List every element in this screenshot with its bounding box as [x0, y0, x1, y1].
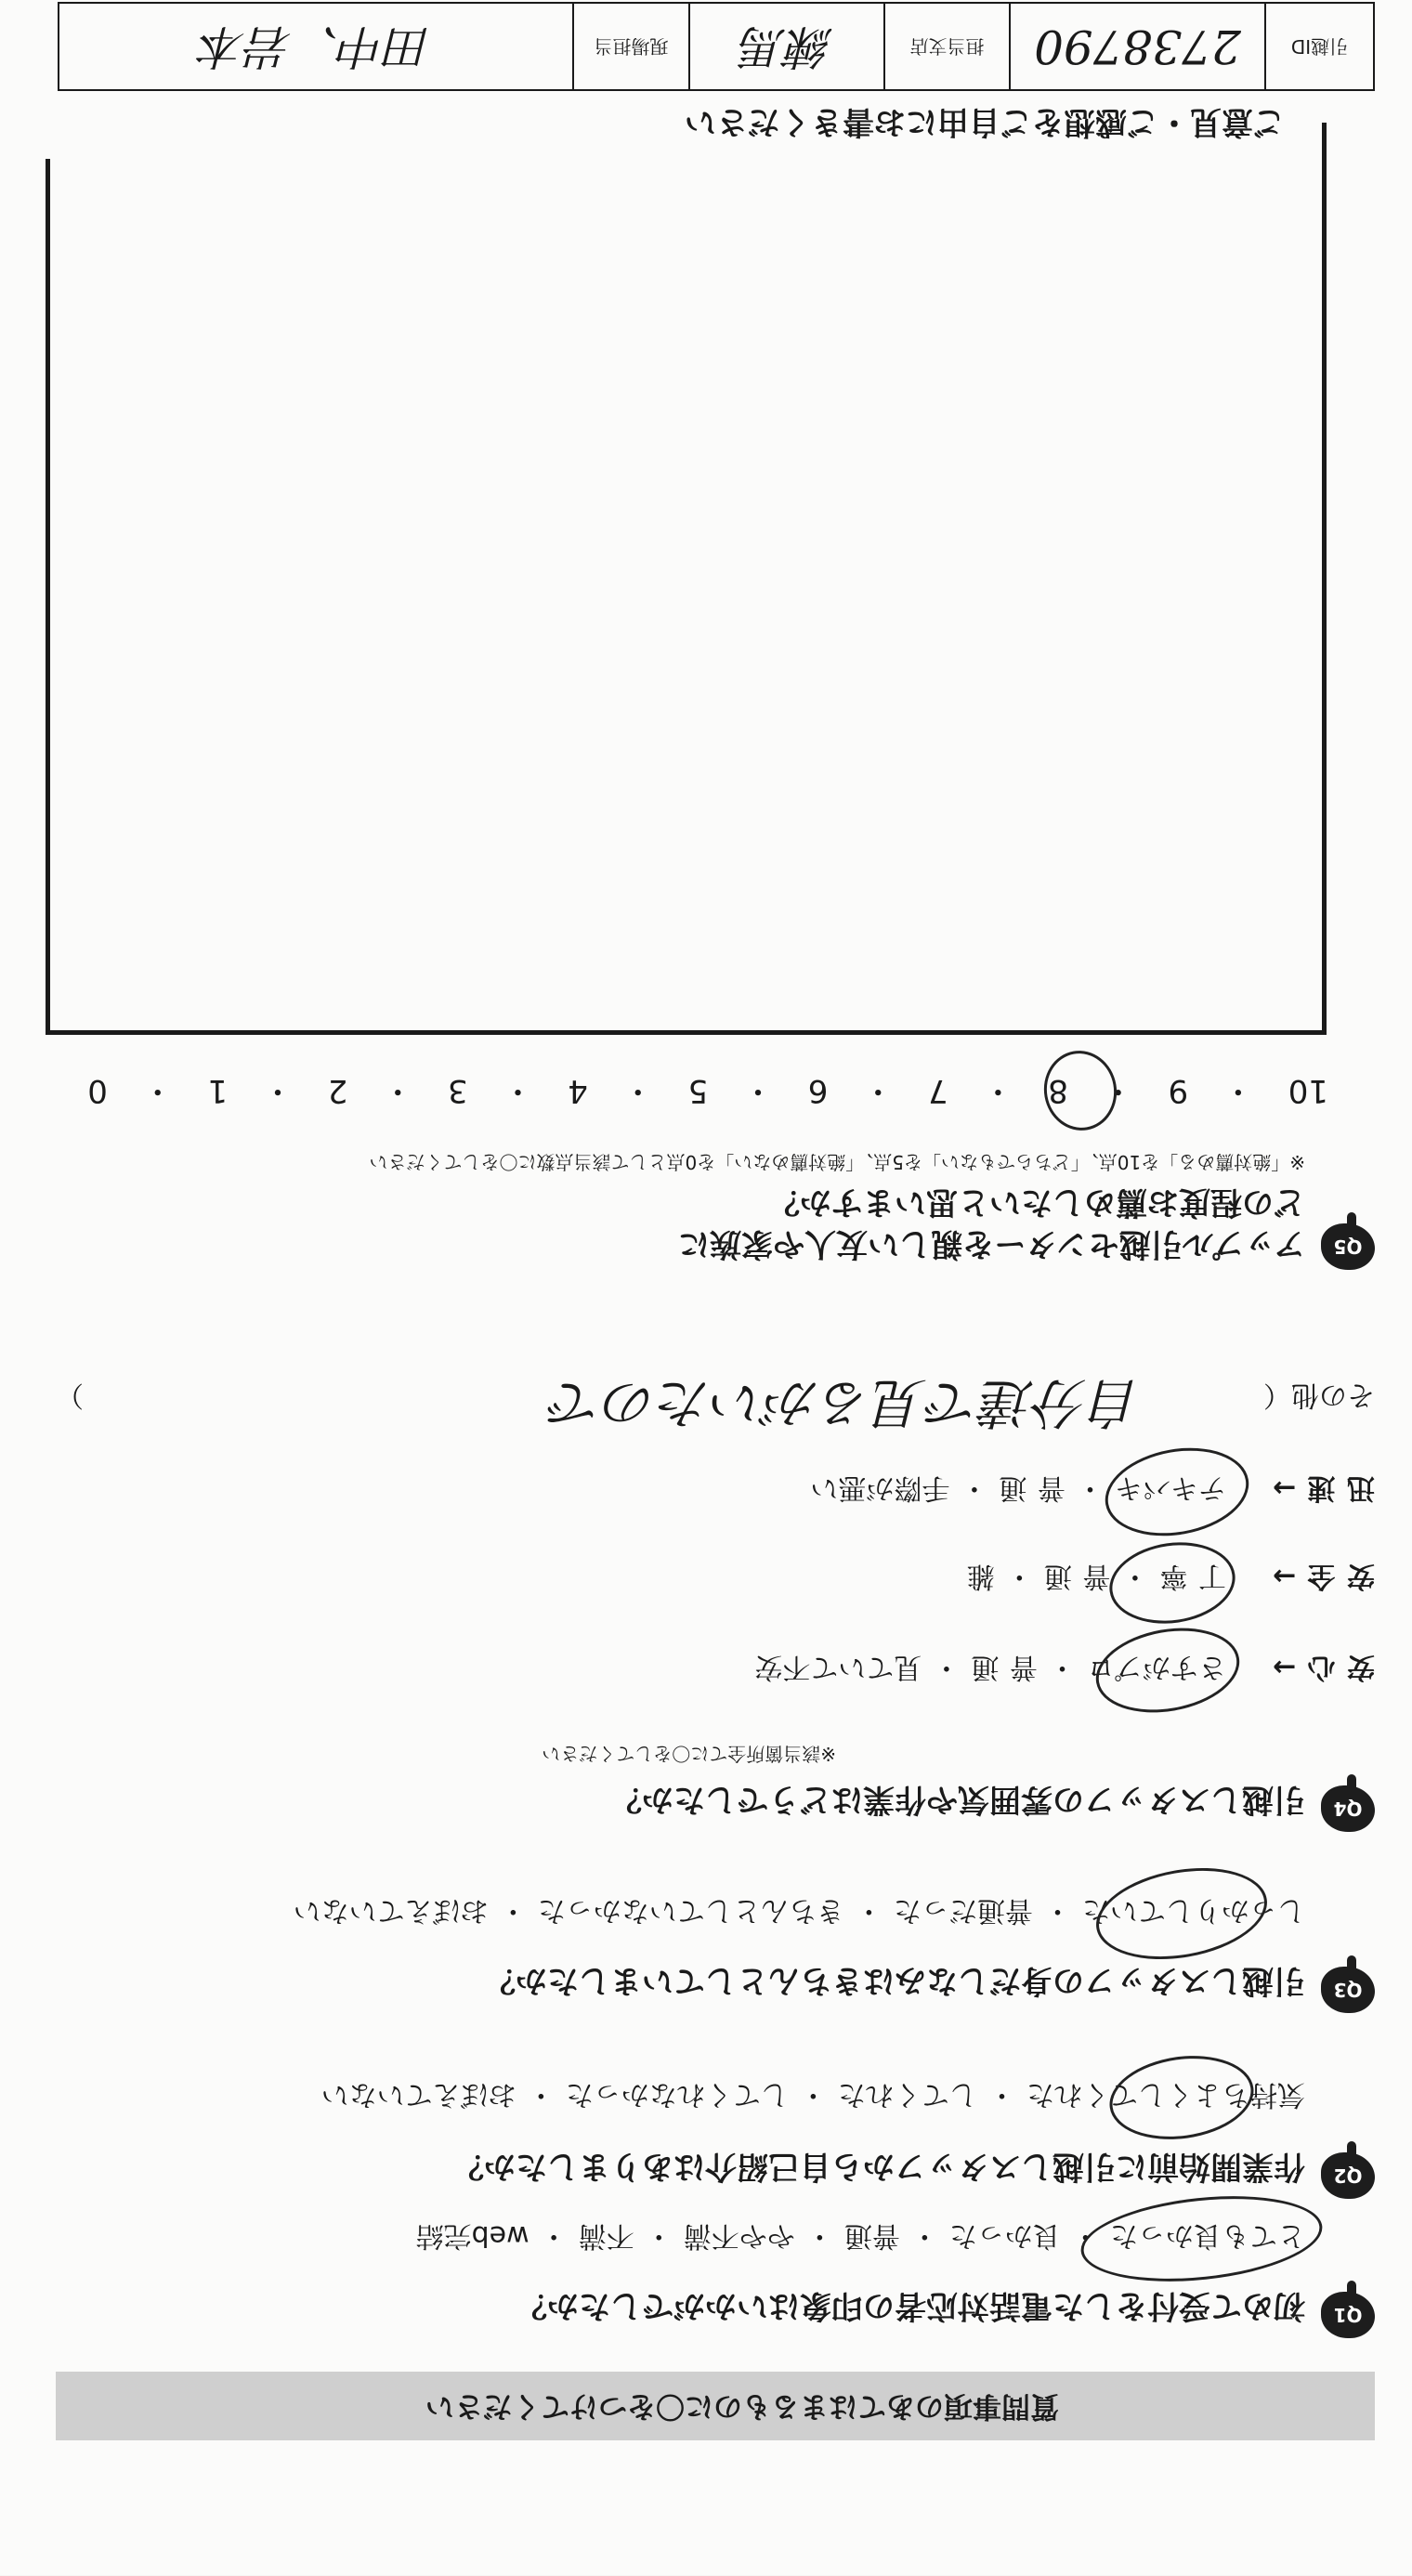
comment-label: ご意見・ご感想をご自由にお書きください	[685, 103, 1285, 140]
q1-question: 初めて受付をした電話対応者の印象はいかがでしたか？	[516, 2287, 1305, 2324]
q5-scale: 10 ・ 9 ・ 8 ・ 7 ・ 6 ・ 5 ・ 4 ・ 3 ・ 2 ・ 1 ・ 0	[87, 1072, 1328, 1109]
q4-row-jinsoku-options: テキパキ ・ 普 通 ・ 手際が悪い	[810, 1471, 1226, 1504]
branch-label: 担当支店	[885, 4, 1011, 89]
q3-selected-circle	[1089, 1856, 1274, 1972]
q5-selected-circle	[1038, 1045, 1123, 1136]
q1-selected-circle	[1077, 2186, 1327, 2293]
q4-anzen-selected-circle	[1105, 1535, 1241, 1631]
branch-value: 練馬	[690, 4, 885, 89]
q2-selected-circle	[1105, 2047, 1260, 2149]
q4-other-handwritten: 自分達で見るがいたので	[549, 1371, 1143, 1434]
q3-question: 引越しスタッフの身だしなみはきちんとしていましたか？	[484, 1962, 1305, 1999]
q5-question-line1: アップル引越センターを親しい友人や家族に	[678, 1225, 1305, 1262]
q2-question: 作業開始前に引越しスタッフから自己紹介はありましたか？	[452, 2148, 1305, 2185]
q4-other-close: ）	[56, 1379, 84, 1411]
q4-jinsoku-selected-circle	[1098, 1437, 1256, 1547]
comment-box[interactable]	[46, 103, 1327, 1035]
q5-question-line2: どの程度お薦めしたいと思いますか？	[768, 1183, 1305, 1221]
q4-row-jinsoku-label: 迅 速 →	[1272, 1471, 1375, 1504]
q3-options: しっかりしていた ・ 普通だった ・ きちんとしていなかった ・ おぼえていない	[293, 1894, 1305, 1927]
q5-note: ※「絶対薦める」を10点、「どちらでもない」を5点、「絶対薦めない」を0点として該当点数に〇をしてください	[369, 1151, 1305, 1173]
staff-value: 田中、岩本	[59, 4, 574, 89]
instruction-banner: 質問事項のあてはまるものに〇をつけてください	[56, 2372, 1375, 2440]
move-id-label: 引越ID	[1290, 35, 1349, 58]
staff-label: 現場担当	[574, 4, 690, 89]
q4-anshin-selected-circle	[1090, 1617, 1247, 1723]
q4-row-anzen-label: 安 全 →	[1272, 1560, 1375, 1592]
q3-icon: Q3	[1321, 1967, 1375, 2013]
q2-options: 気持ちよくしてくれた ・ してくれた ・ してくれなかった ・ おぼえていない	[320, 2078, 1305, 2111]
q2-icon: Q2	[1321, 2152, 1375, 2199]
footer-table	[58, 2, 1375, 91]
comment-text[interactable]	[86, 176, 1285, 993]
q4-row-anshin-options: さすがプロ ・ 普 通 ・ 見ていて不安	[754, 1651, 1226, 1683]
move-id-value: 2738790	[1011, 4, 1266, 89]
q4-row-anzen-options: 丁 寧 ・ 普 通 ・ 雑	[966, 1560, 1226, 1592]
q4-question: 引越しスタッフの雰囲気や作業はどうでしたか？	[610, 1781, 1305, 1818]
q4-row-anshin-label: 安 心 →	[1272, 1651, 1375, 1683]
q4-other-label: その他（	[1263, 1379, 1375, 1411]
q4-icon: Q4	[1321, 1785, 1375, 1832]
q1-icon: Q1	[1321, 2292, 1375, 2338]
q1-options: とても良かった ・ 良かった ・ 普通 ・ やや不満 ・ 不満 ・ web完結	[415, 2219, 1305, 2252]
q4-note: ※該当箇所全てに〇をしてください	[542, 1743, 836, 1765]
q5-icon: Q5	[1321, 1223, 1375, 1270]
